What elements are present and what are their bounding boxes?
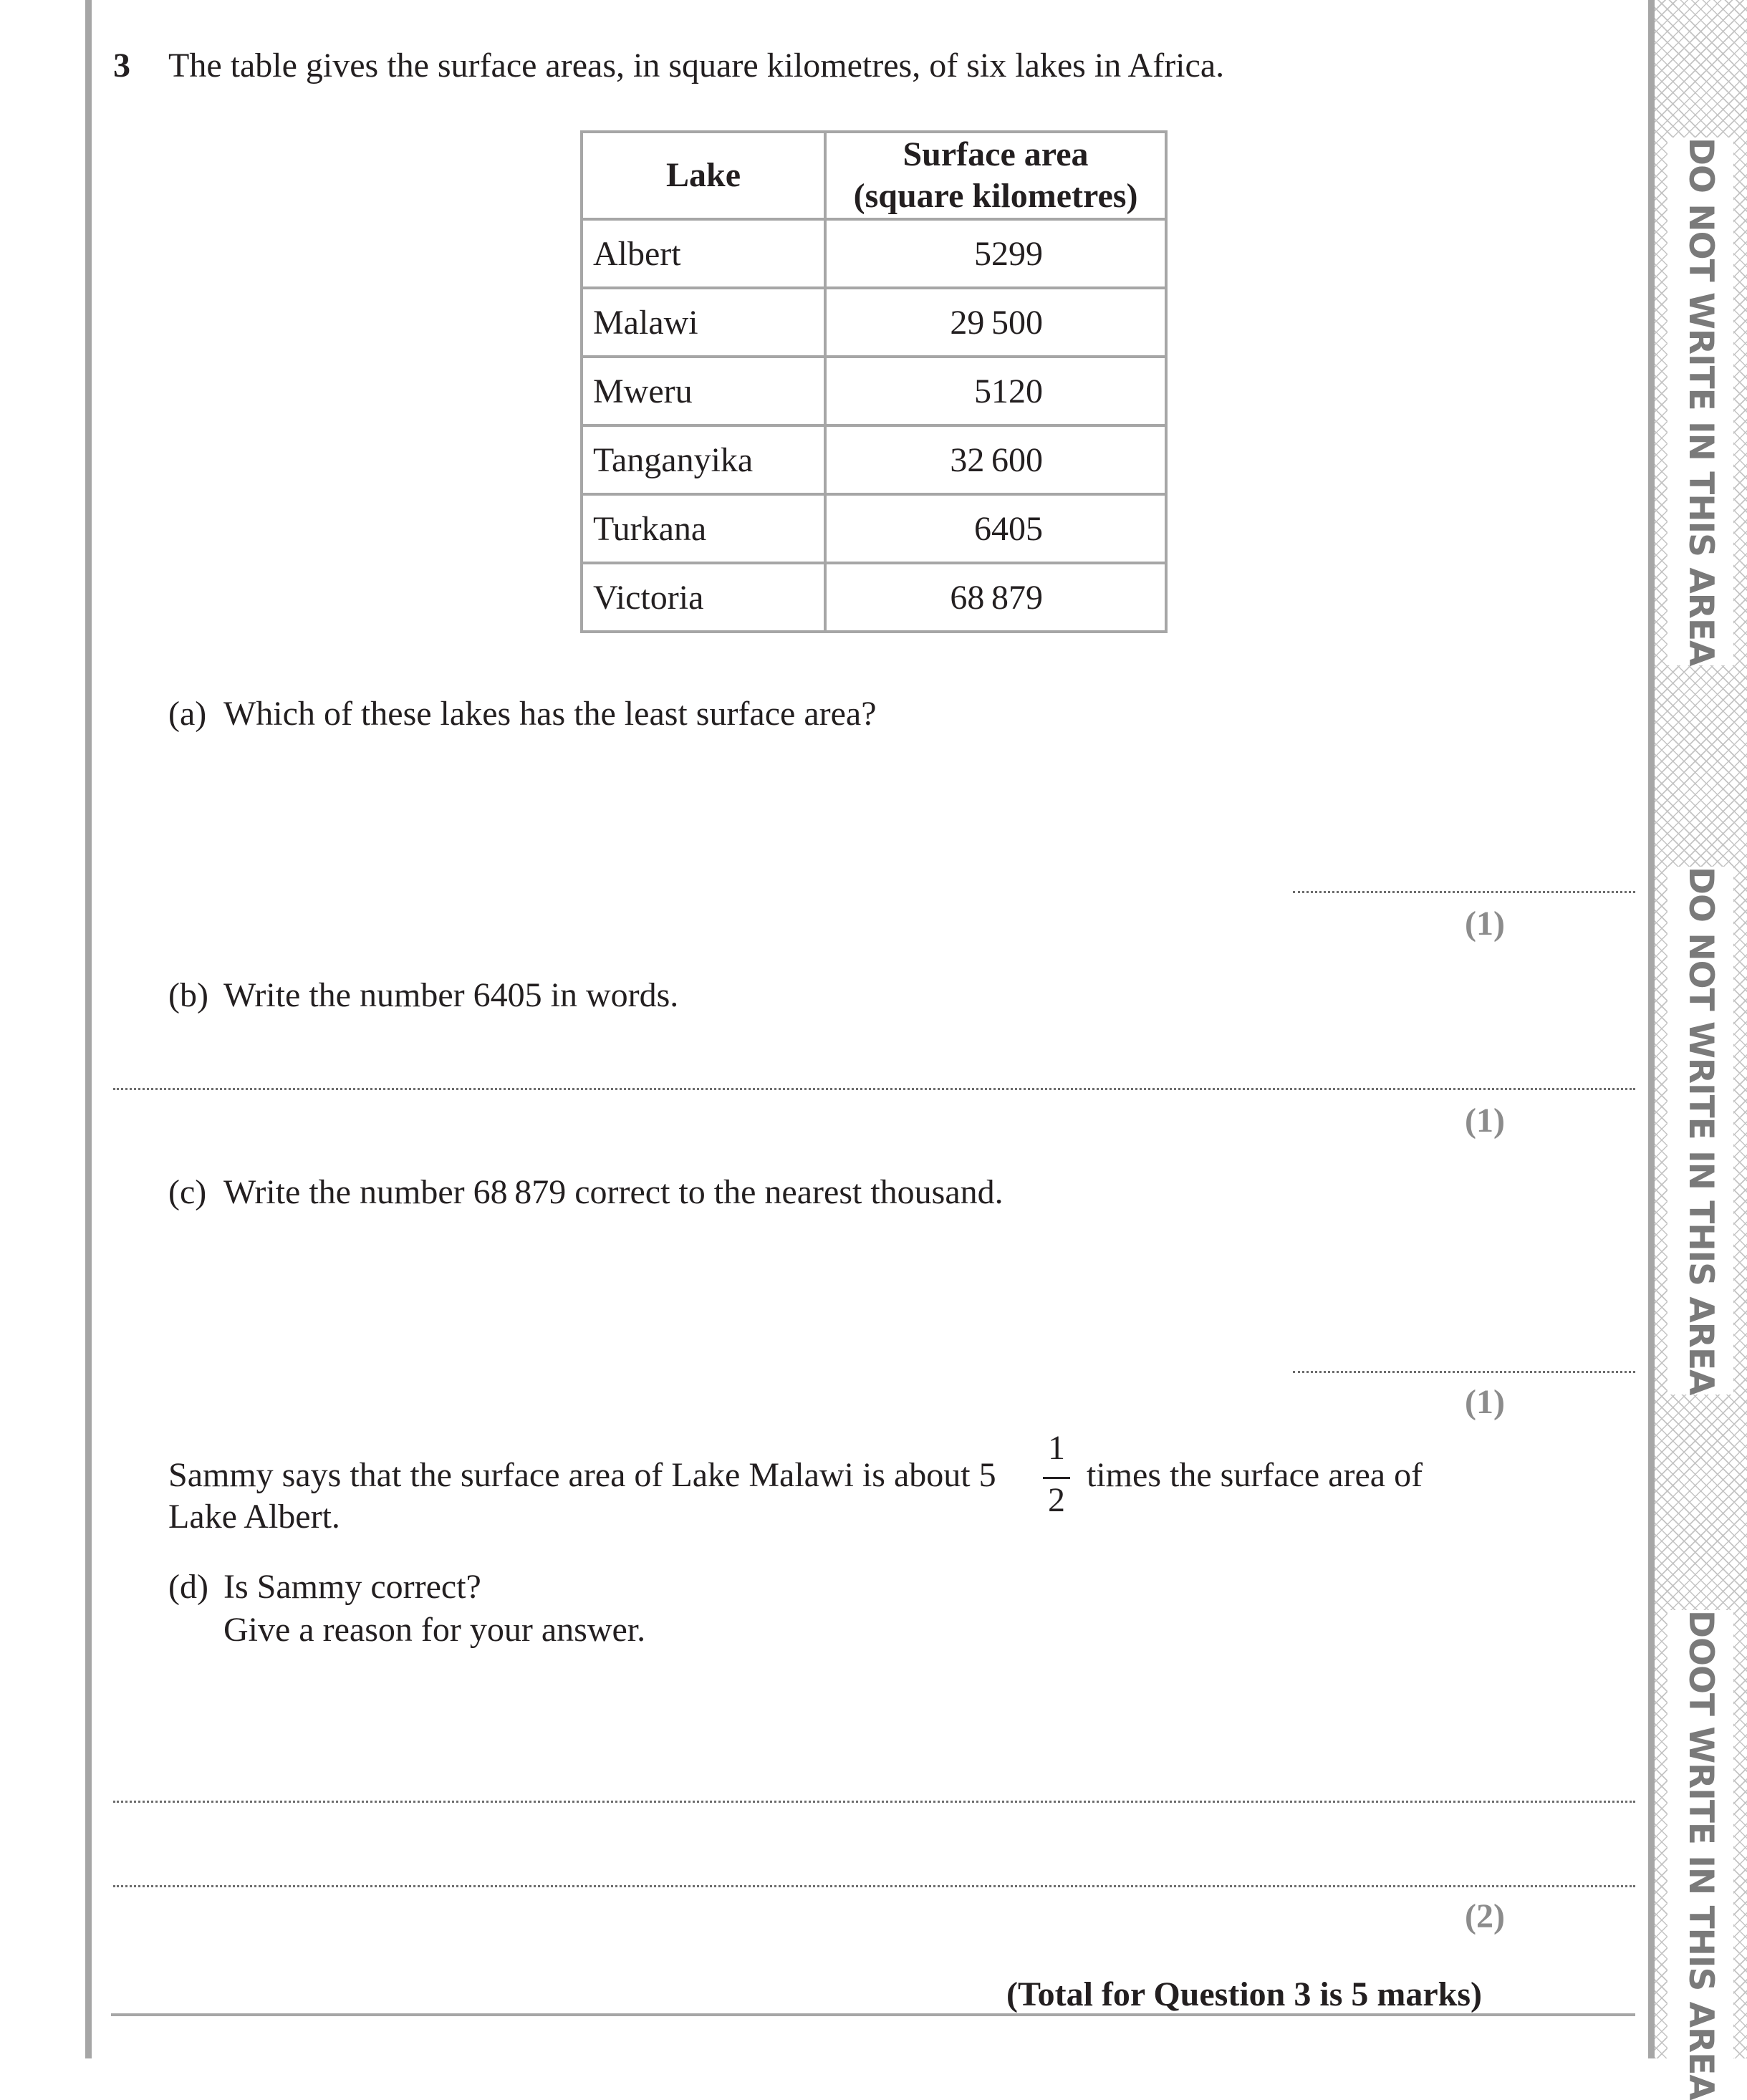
table-row [582,288,1166,357]
part-d-text-1: Is Sammy correct? [223,1568,481,1606]
question-end-rule [111,2013,1635,2016]
table-header-row [582,132,1166,219]
table-header-surface-area-line2: (square kilometres) [853,177,1138,215]
fraction-denominator: 2 [1048,1481,1065,1519]
do-not-write-label-middle: DO NOT WRITE IN THIS AREA [1667,867,1733,1395]
part-d-answer-line-2[interactable] [113,1885,1635,1887]
table-header-surface-area-line1: Surface area [903,135,1089,173]
part-b-marks: (1) [1465,1102,1505,1140]
part-d-answer-line-1[interactable] [113,1801,1635,1803]
question-number: 3 [113,47,130,85]
part-a-text: Which of these lakes has the least surface area? [223,695,877,733]
table-row [582,494,1166,563]
do-not-write-label-top: DO NOT WRITE IN THIS AREA [1667,138,1733,665]
part-c-answer-line[interactable] [1293,1371,1635,1373]
table-cell-lake: Turkana [582,494,825,563]
fraction-numerator: 1 [1048,1429,1065,1467]
table-cell-area: 29 500 [825,288,1166,357]
fraction-bar [1043,1477,1070,1479]
table-cell-lake: Tanganyika [582,425,825,494]
lake-surface-area-table [580,130,1168,633]
table-cell-area: 5299 [825,219,1166,288]
part-a-label: (a) [168,695,207,733]
table-cell-lake: Victoria [582,563,825,632]
part-c-marks: (1) [1465,1383,1505,1421]
part-b-label: (b) [168,976,208,1014]
table-cell-lake: Malawi [582,288,825,357]
table-cell-lake: Albert [582,219,825,288]
table-header-surface-area [825,132,1166,219]
table-cell-area: 6405 [825,494,1166,563]
table-row [582,357,1166,425]
table-cell-area: 68 879 [825,563,1166,632]
question-total: (Total for Question 3 is 5 marks) [1006,1975,1483,2013]
part-c-label: (c) [168,1173,207,1211]
part-d-label: (d) [168,1568,208,1606]
do-not-write-label-bottom: DOOT WRITE IN THIS AREA [1667,1610,1733,2100]
right-margin-border [1648,0,1655,2058]
table-row [582,425,1166,494]
table-cell-lake: Mweru [582,357,825,425]
sammy-statement-line2: Lake Albert. [168,1498,340,1536]
sammy-statement-end: times the surface area of [1087,1456,1423,1494]
table-row [582,563,1166,632]
question-intro: The table gives the surface areas, in square kilometres, of six lakes in Africa. [168,47,1225,85]
table-cell-area: 5120 [825,357,1166,425]
table-row [582,219,1166,288]
part-d-text-2: Give a reason for your answer. [223,1611,646,1649]
sammy-statement-start: Sammy says that the surface area of Lake Malawi is about 5 [168,1456,996,1494]
table-header-lake: Lake [582,132,825,219]
table-cell-area: 32 600 [825,425,1166,494]
part-c-text: Write the number 68 879 correct to the nearest thousand. [223,1173,1004,1211]
part-b-answer-line[interactable] [113,1088,1635,1090]
part-b-text: Write the number 6405 in words. [223,976,679,1014]
part-a-answer-line[interactable] [1293,891,1635,893]
left-margin-border [85,0,92,2058]
part-a-marks: (1) [1465,905,1505,943]
part-d-marks: (2) [1465,1897,1505,1935]
